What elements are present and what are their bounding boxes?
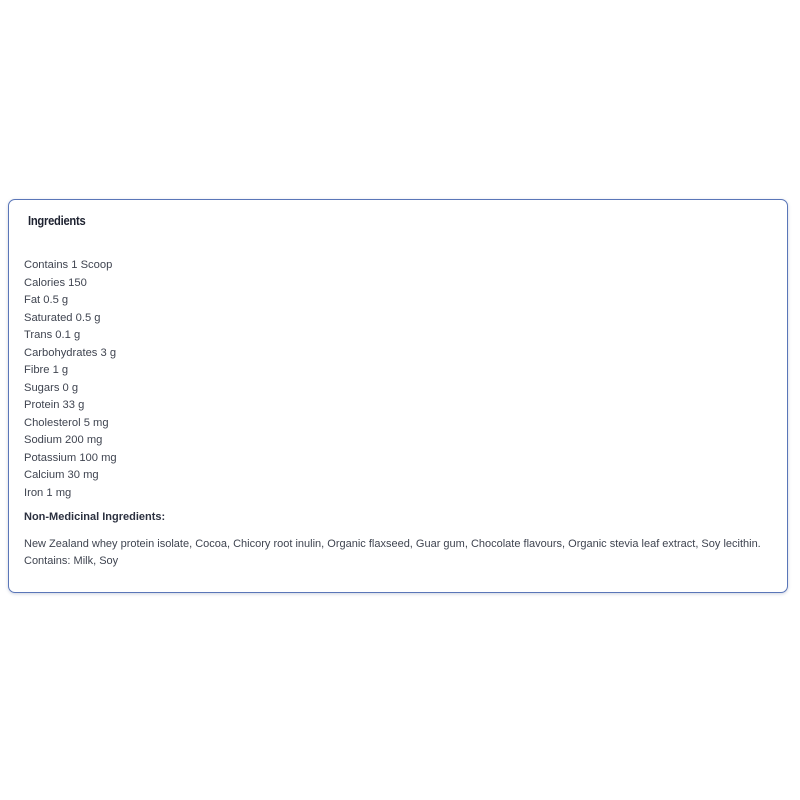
nutrition-facts-list: [24, 257, 117, 502]
fact-calcium: Calcium 30 mg: [24, 469, 99, 481]
fact-serving: Contains 1 Scoop: [24, 259, 113, 271]
fact-fibre: Fibre 1 g: [24, 364, 69, 376]
fact-saturated: Saturated 0.5 g: [24, 311, 101, 324]
panel-title: Ingredients: [28, 213, 86, 228]
fact-iron: Iron 1 mg: [24, 486, 72, 499]
fact-calories: Calories 150: [24, 276, 87, 289]
fact-fat: Fat 0.5 g: [24, 294, 69, 306]
non-medicinal-ingredients-label: Non-Medicinal Ingredients:: [24, 511, 166, 523]
fact-protein: Protein 33 g: [24, 399, 85, 411]
fact-sugars: Sugars 0 g: [24, 381, 79, 394]
fact-potassium: Potassium 100 mg: [24, 451, 117, 464]
fact-sodium: Sodium 200 mg: [24, 434, 103, 446]
allergen-contains-text: Contains: Milk, Soy: [24, 555, 119, 567]
fact-trans: Trans 0.1 g: [24, 329, 81, 341]
fact-cholesterol: Cholesterol 5 mg: [24, 416, 109, 429]
ingredients-panel: [8, 199, 788, 593]
ingredients-list-text: New Zealand whey protein isolate, Cocoa, Chicory root inulin, Organic flaxseed, Guar gum, Chocolate flavours, Organic stevia leaf extract, Soy lecithin.: [24, 538, 761, 550]
fact-carbohydrates: Carbohydrates 3 g: [24, 346, 117, 359]
